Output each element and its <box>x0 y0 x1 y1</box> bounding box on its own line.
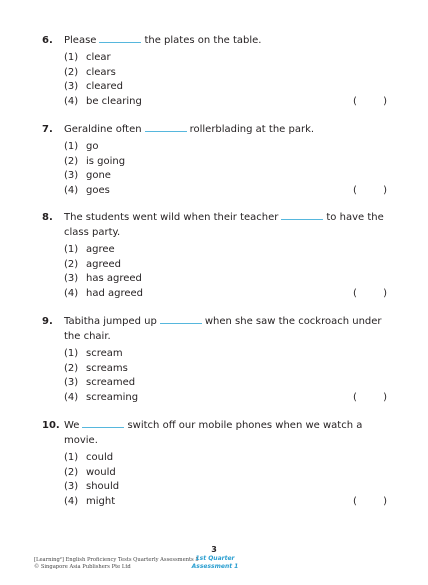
question-stem <box>42 210 387 240</box>
option-list <box>42 451 387 509</box>
question-stem <box>42 418 387 448</box>
answer-bracket[interactable] <box>353 391 387 406</box>
option-item <box>64 362 387 377</box>
option-text: screamed <box>86 377 136 388</box>
option-item <box>64 184 387 199</box>
bracket-close: ) <box>383 495 387 507</box>
stem-text-before: We <box>64 420 80 431</box>
option-label: (1) <box>64 452 79 463</box>
stem-text-before: Geraldine often <box>64 124 142 135</box>
stem-text-after: to have the class party. <box>64 212 384 238</box>
option-list <box>42 51 387 109</box>
option-text: would <box>86 466 116 478</box>
question-7 <box>42 122 387 198</box>
option-item <box>64 480 387 495</box>
option-item <box>64 451 387 466</box>
option-text: is going <box>86 155 126 167</box>
option-text: should <box>86 481 120 492</box>
question-number: 10. <box>42 420 60 431</box>
option-text: could <box>86 452 114 463</box>
option-item <box>64 376 387 391</box>
question-number: 8. <box>42 212 53 223</box>
option-text: goes <box>86 184 110 196</box>
question-number: 7. <box>42 124 53 135</box>
question-10 <box>42 418 387 509</box>
stem-text-after: switch off our mobile phones when we watch a movie. <box>64 420 363 446</box>
stem-text-after: rollerblading at the park. <box>189 124 315 135</box>
answer-blank <box>99 33 141 43</box>
bracket-close: ) <box>383 287 387 299</box>
stem-text-before: The students went wild when their teacher <box>64 212 279 223</box>
answer-bracket[interactable] <box>353 495 387 510</box>
option-label: (2) <box>64 362 79 374</box>
option-item <box>64 391 387 406</box>
option-item <box>64 466 387 481</box>
stem-text-before: Please <box>64 35 97 46</box>
option-item <box>64 95 387 110</box>
option-label: (4) <box>64 391 79 403</box>
bracket-open: ( <box>353 184 357 196</box>
assessment-line-1: 1st Quarter <box>195 555 235 562</box>
option-label: (2) <box>64 466 79 478</box>
option-label: (1) <box>64 52 79 63</box>
option-text: screaming <box>86 391 139 403</box>
option-label: (2) <box>64 258 79 270</box>
option-item <box>64 258 387 273</box>
option-item <box>64 243 387 258</box>
option-label: (4) <box>64 287 79 299</box>
credit-line-2: © Singapore Asia Publishers Pte Ltd <box>34 564 131 570</box>
option-item <box>64 140 387 155</box>
option-label: (4) <box>64 95 79 107</box>
answer-blank <box>160 314 202 324</box>
option-label: (1) <box>64 141 79 152</box>
option-label: (4) <box>64 184 79 196</box>
question-6 <box>42 33 387 109</box>
option-label: (2) <box>64 155 79 167</box>
option-item <box>64 169 387 184</box>
option-text: screams <box>86 362 128 374</box>
option-item <box>64 66 387 81</box>
assessment-line-2: Assessment 1 <box>191 563 239 570</box>
option-label: (3) <box>64 377 79 388</box>
option-label: (2) <box>64 66 79 78</box>
publisher-credit <box>34 557 199 571</box>
bracket-close: ) <box>383 95 387 107</box>
answer-blank <box>82 418 124 428</box>
page-number: 3 <box>211 545 217 554</box>
question-stem <box>42 122 387 137</box>
option-label: (3) <box>64 81 79 92</box>
option-text: agree <box>86 244 115 255</box>
bracket-close: ) <box>383 184 387 196</box>
option-label: (3) <box>64 170 79 181</box>
stem-text-before: Tabitha jumped up <box>64 316 157 327</box>
question-9 <box>42 314 387 405</box>
option-text: might <box>86 495 116 507</box>
option-text: cleared <box>86 81 123 92</box>
option-text: clear <box>86 52 111 63</box>
option-text: clears <box>86 66 116 78</box>
page-footer <box>0 540 428 585</box>
option-list <box>42 347 387 405</box>
option-item <box>64 272 387 287</box>
option-text: go <box>86 141 99 152</box>
question-number: 6. <box>42 35 53 46</box>
option-label: (1) <box>64 244 79 255</box>
answer-blank <box>145 122 187 132</box>
option-label: (4) <box>64 495 79 507</box>
option-label: (3) <box>64 481 79 492</box>
option-text: has agreed <box>86 273 142 284</box>
bracket-open: ( <box>353 287 357 299</box>
option-item <box>64 347 387 362</box>
answer-bracket[interactable] <box>353 95 387 110</box>
question-stem <box>42 314 387 344</box>
option-item <box>64 287 387 302</box>
option-text: gone <box>86 170 111 181</box>
stem-text-after: when she saw the cockroach under the chair. <box>64 316 382 342</box>
answer-bracket[interactable] <box>353 184 387 199</box>
question-8 <box>42 210 387 301</box>
answer-bracket[interactable] <box>353 287 387 302</box>
credit-line-1: [Learning²] English Proficiency Tests Quarterly Assessments 5 <box>34 557 199 563</box>
assessment-label <box>180 555 250 571</box>
option-item <box>64 51 387 66</box>
stem-text-after: the plates on the table. <box>144 35 262 46</box>
answer-blank <box>281 210 323 220</box>
question-number: 9. <box>42 316 53 327</box>
question-stem <box>42 33 387 48</box>
option-item <box>64 80 387 95</box>
option-list <box>42 140 387 198</box>
option-text: be clearing <box>86 95 142 107</box>
option-text: had agreed <box>86 287 144 299</box>
bracket-open: ( <box>353 391 357 403</box>
option-list <box>42 243 387 301</box>
option-text: agreed <box>86 258 122 270</box>
option-item <box>64 495 387 510</box>
option-label: (3) <box>64 273 79 284</box>
bracket-close: ) <box>383 391 387 403</box>
option-item <box>64 155 387 170</box>
bracket-open: ( <box>353 95 357 107</box>
bracket-open: ( <box>353 495 357 507</box>
option-text: scream <box>86 348 123 359</box>
option-label: (1) <box>64 348 79 359</box>
